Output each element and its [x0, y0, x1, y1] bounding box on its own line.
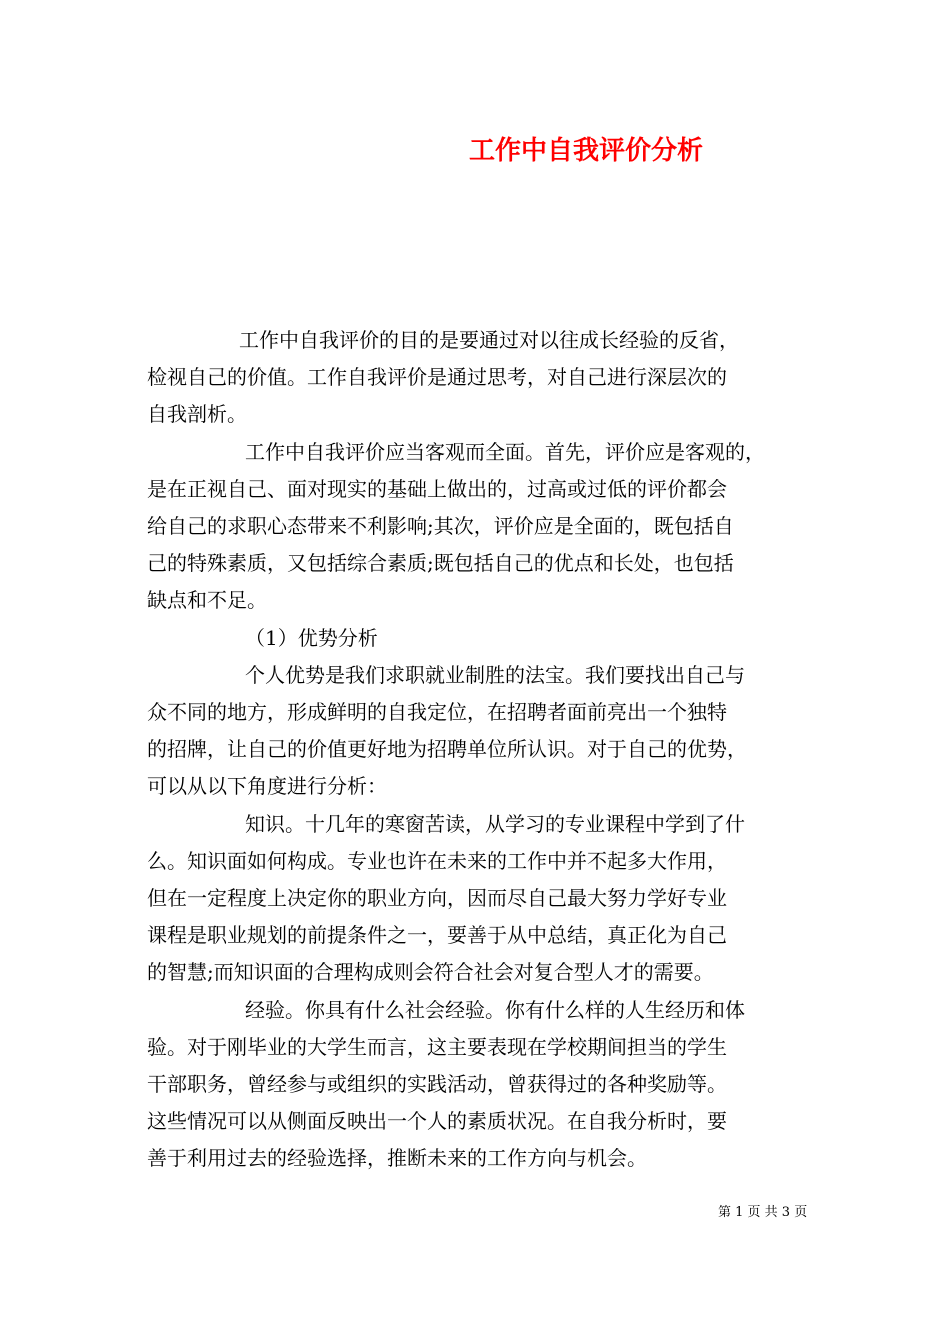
text-line: 众不同的地方，形成鲜明的自我定位，在招聘者面前亮出一个独特 [147, 700, 727, 724]
text-line: 课程是职业规划的前提条件之一，要善于从中总结，真正化为自己 [147, 923, 727, 947]
text-line: 验。对于刚毕业的大学生而言，这主要表现在学校期间担当的学生 [147, 1035, 727, 1059]
text-line: 可以从以下角度进行分析： [147, 774, 387, 798]
text-line: 工作中自我评价的目的是要通过对以往成长经验的反省， [239, 328, 739, 352]
text-line: 己的特殊素质，又包括综合素质;既包括自己的优点和长处，也包括 [147, 551, 734, 575]
page-footer: 第 1 页 共 3 页 [718, 1205, 808, 1220]
text-line: 这些情况可以从侧面反映出一个人的素质状况。在自我分析时，要 [147, 1109, 727, 1133]
text-line: 但在一定程度上决定你的职业方向，因而尽自己最大努力学好专业 [147, 886, 727, 910]
text-line: 是在正视自己、面对现实的基础上做出的，过高或过低的评价都会 [147, 477, 727, 501]
text-line: 工作中自我评价应当客观而全面。首先，评价应是客观的， [245, 440, 765, 464]
text-line: 经验。你具有什么社会经验。你有什么样的人生经历和体 [245, 998, 745, 1022]
text-line: 干部职务，曾经参与或组织的实践活动，曾获得过的各种奖励等。 [147, 1072, 727, 1096]
section-heading: （1）优势分析 [245, 626, 378, 650]
text-line: 的招牌，让自己的价值更好地为招聘单位所认识。对于自己的优势， [147, 737, 747, 761]
text-line: 知识。十几年的寒窗苦读，从学习的专业课程中学到了什 [245, 812, 745, 836]
text-line: 自我剖析。 [147, 402, 247, 426]
text-line: 的智慧;而知识面的合理构成则会符合社会对复合型人才的需要。 [147, 960, 714, 984]
text-line: 么。知识面如何构成。专业也许在未来的工作中并不起多大作用， [147, 849, 727, 873]
text-line: 检视自己的价值。工作自我评价是通过思考，对自己进行深层次的 [147, 365, 727, 389]
text-line: 个人优势是我们求职就业制胜的法宝。我们要找出自己与 [245, 663, 745, 687]
text-line: 缺点和不足。 [147, 588, 267, 612]
text-line: 善于利用过去的经验选择，推断未来的工作方向与机会。 [147, 1146, 647, 1170]
document-title: 工作中自我评价分析 [469, 136, 704, 166]
text-line: 给自己的求职心态带来不利影响;其次，评价应是全面的，既包括自 [147, 514, 734, 538]
